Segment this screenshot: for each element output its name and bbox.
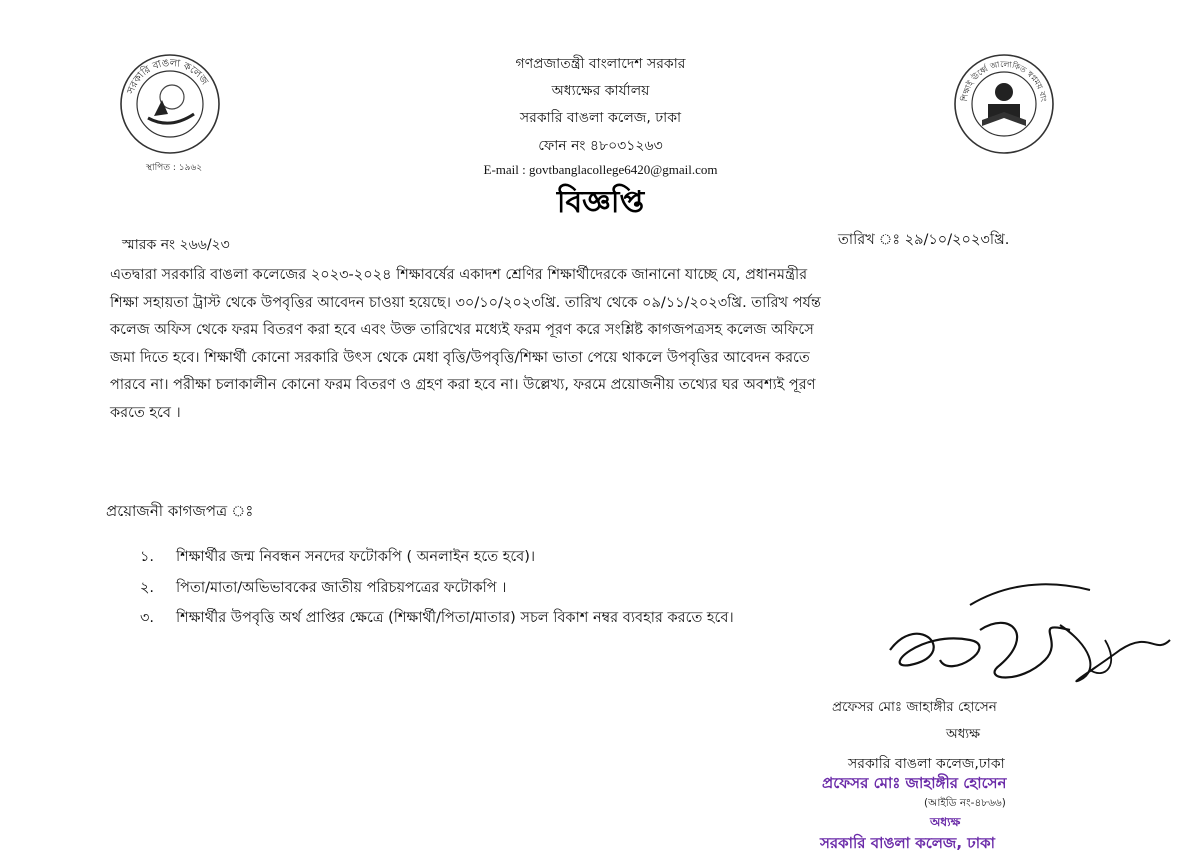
document-item: শিক্ষার্থীর জন্ম নিবন্ধন সনদের ফটোকপি ( অনলাইন হতে হবে)। xyxy=(176,549,536,565)
memo-number: স্মারক নং ২৬৬/২৩ xyxy=(122,237,230,253)
body-line: শিক্ষা সহায়তা ট্রাস্ট থেকে উপবৃত্তির আবেদন চাওয়া হয়েছে। ৩০/১০/২০২৩খ্রি. তারিখ থেকে ০৯/১১/২০২৩খ্রি. তারিখ পর্যন্ত xyxy=(110,294,821,311)
stamp-title: অধ্যক্ষ xyxy=(930,815,961,829)
signature xyxy=(850,570,1180,690)
document-number: ৩. xyxy=(140,610,155,626)
body-line: করতে হবে । xyxy=(110,404,181,421)
stamp-college: সরকারি বাঙলা কলেজ, ঢাকা xyxy=(820,834,995,852)
document-item: পিতা/মাতা/অভিভাবকের জাতীয় পরিচয়পত্রের ফটোকপি । xyxy=(176,580,507,596)
header-office: অধ্যক্ষের কার্যালয় xyxy=(551,83,650,99)
stamp-name: প্রফেসর মোঃ জাহাঙ্গীর হোসেন xyxy=(822,774,1007,792)
body-line: কলেজ অফিস থেকে ফরম বিতরণ করা হবে এবং উক্ত তারিখের মধ্যেই ফরম পূরণ করে সংশ্লিষ্ট কাগজপত্রসহ কলেজ অফিসে xyxy=(110,322,814,339)
stamp-id: (আইডি নং-৪৮৬৬) xyxy=(924,797,1006,809)
college-seal-icon xyxy=(118,52,222,156)
signatory-title: অধ্যক্ষ xyxy=(946,726,981,742)
left-seal-year: স্থাপিত : ১৯৬২ xyxy=(146,163,203,173)
left-seal-text: সরকারি বাঙলা কলেজ xyxy=(125,57,210,96)
documents-heading: প্রয়োজনী কাগজপত্র ঃ xyxy=(106,502,254,520)
body-line: এতদ্বারা সরকারি বাঙলা কলেজের ২০২৩-২০২৪ শিক্ষাবর্ষের একাদশ শ্রেণির শিক্ষার্থীদেরকে জানানো যাচ্ছে যে, প্রধানমন্ত্রীর xyxy=(110,267,808,283)
document-item: শিক্ষার্থীর উপবৃত্তি অর্থ প্রাপ্তির ক্ষেত্রে (শিক্ষার্থী/পিতা/মাতার) সচল বিকাশ নম্বর ব্যবহার করতে হবে। xyxy=(176,610,734,626)
notice-title: বিজ্ঞপ্তি xyxy=(556,185,645,220)
header-phone: ফোন নং ৪৮০৩১২৬৩ xyxy=(538,138,663,154)
header-email: E-mail : govtbanglacollege6420@gmail.com xyxy=(483,162,718,177)
document-number: ১. xyxy=(140,549,155,565)
emblem-seal-icon xyxy=(952,52,1056,156)
body-line: জমা দিতে হবে। শিক্ষার্থী কোনো সরকারি উৎস থেকে মেধা বৃত্তি/উপবৃত্তি/শিক্ষা ভাতা পেয়ে থাকলে উপবৃত্তির আবেদন করতে xyxy=(110,349,810,366)
notice-date: তারিখ ঃ ২৯/১০/২০২৩খ্রি. xyxy=(838,232,1010,248)
signatory-name: প্রফেসর মোঃ জাহাঙ্গীর হোসেন xyxy=(832,699,997,715)
body-line: পারবে না। পরীক্ষা চলাকালীন কোনো ফরম বিতরণ ও গ্রহণ করা হবে না। উল্লেখ্য, ফরমে প্রয়োজনীয় তথ্যের ঘর অবশ্যই পূরণ xyxy=(110,377,816,394)
header-college: সরকারি বাঙলা কলেজ, ঢাকা xyxy=(519,110,682,126)
right-seal-text: শিক্ষাই ঊর্ধ্বে আলোকিত স্বপ্নময় বাং xyxy=(959,59,1049,103)
notice-body xyxy=(110,262,1055,428)
signatory-college: সরকারি বাঙলা কলেজ,ঢাকা xyxy=(848,756,1005,772)
header-government: গণপ্রজাতন্ত্রী বাংলাদেশ সরকার xyxy=(515,56,686,72)
document-number: ২. xyxy=(140,580,155,596)
